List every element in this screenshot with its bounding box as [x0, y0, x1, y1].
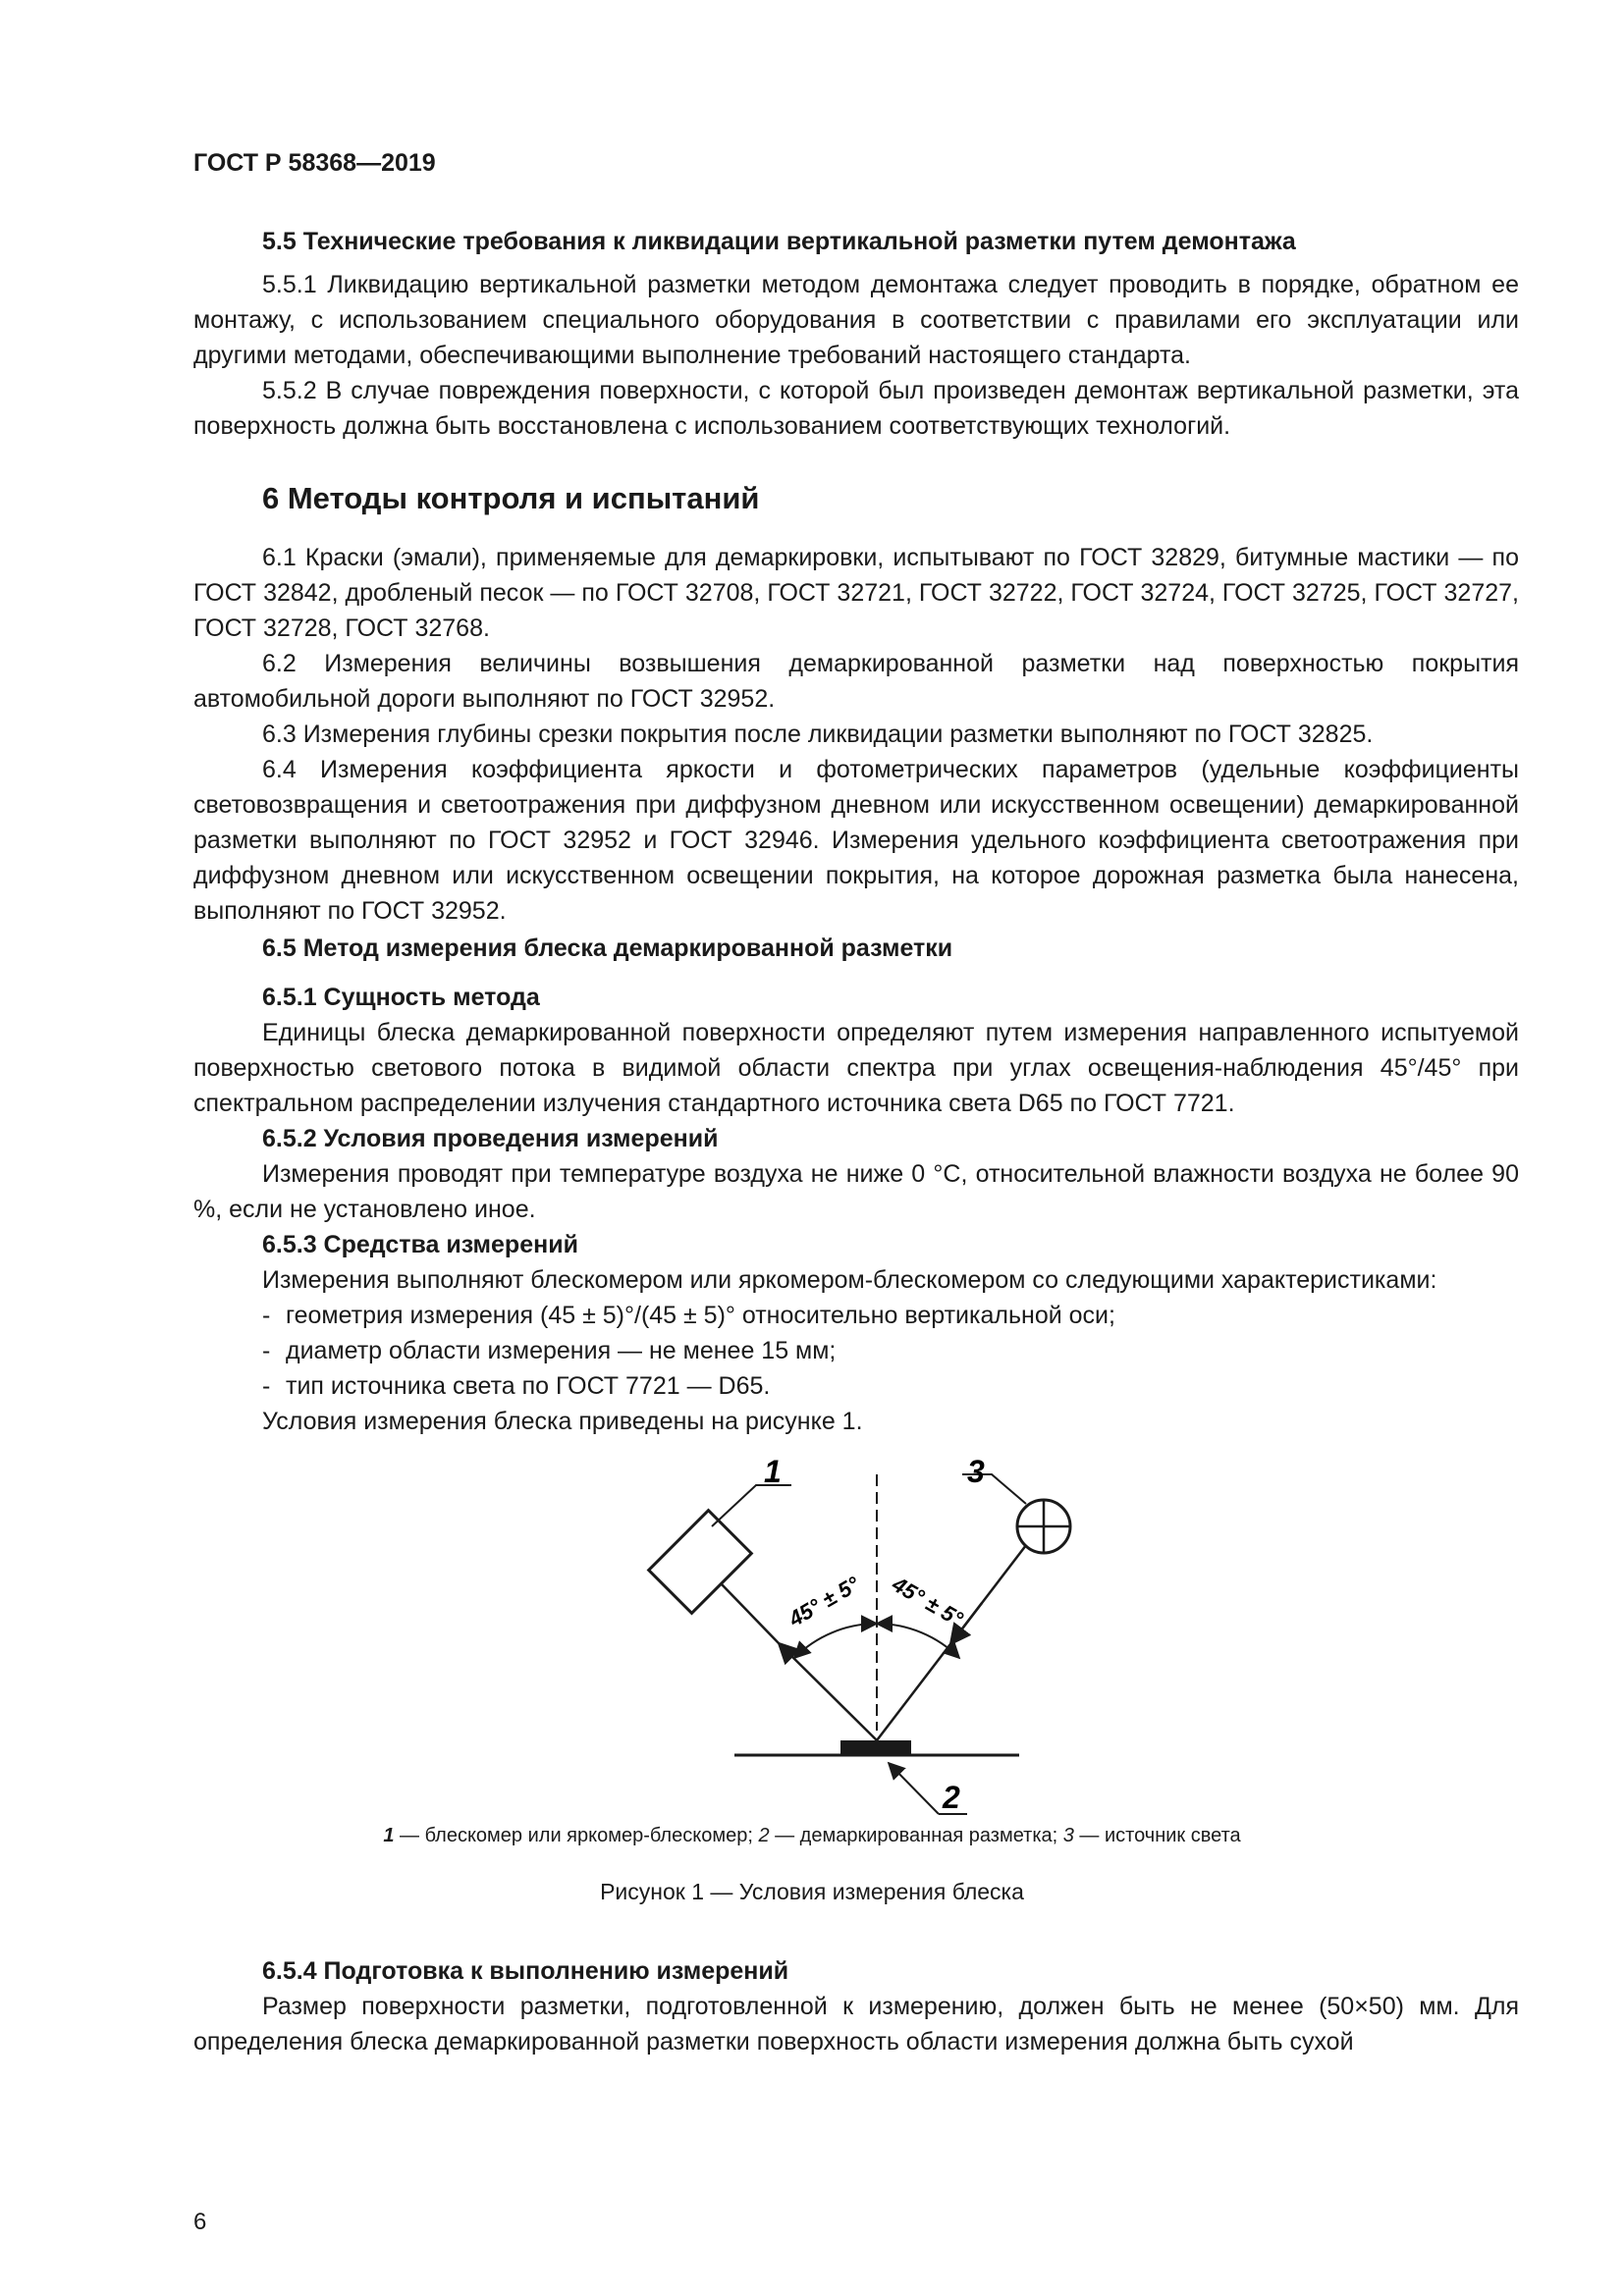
- list-item-text: диаметр области измерения — не менее 15 мм;: [286, 1337, 837, 1364]
- paragraph-5-5-1: 5.5.1 Ликвидацию вертикальной разметки методом демонтажа следует проводить в порядке, обратном ее монтажу, с использованием специального оборудования в соответствии с правилами его эксплуатации или другими методами, обеспечивающими выполнение требований настоящего стандарта.: [193, 271, 1519, 369]
- paragraph-6-5-1: Единицы блеска демаркированной поверхности определяют путем измерения направленного испытуемой поверхностью светового потока в видимой области спектра при углах освещения-наблюдения 45°/45° при спектральном распределении излучения стандартного источника света D65 по ГОСТ 7721.: [193, 1019, 1519, 1117]
- figure-label-2: 2: [943, 1780, 960, 1815]
- legend-number-1: 1: [383, 1825, 395, 1846]
- paragraph-6-5-4: Размер поверхности разметки, подготовленной к измерению, должен быть не менее (50×50) мм. Для определения блеска демаркированной разметки поверхность области измерения должна быть сухой: [193, 1993, 1519, 2056]
- paragraph-5-5-2: 5.5.2 В случае повреждения поверхности, с которой был произведен демонтаж вертикальной разметки, эта поверхность должна быть восстановлена с использованием соответствующих технологий.: [193, 377, 1519, 440]
- legend-number-2: 2: [758, 1825, 770, 1846]
- marking-specimen: [840, 1740, 911, 1755]
- paragraph-6-1: 6.1 Краски (эмали), применяемые для демаркировки, испытывают по ГОСТ 32829, битумные мастики — по ГОСТ 32842, дробленый песок — по ГОСТ 32708, ГОСТ 32721, ГОСТ 32722, ГОСТ 32724, ГОСТ 32725, ГОСТ 32727, ГОСТ 32728, ГОСТ 32768.: [193, 544, 1519, 642]
- leader-line-1: [712, 1485, 791, 1526]
- heading-6-5-1: 6.5.1 Сущность метода: [262, 984, 540, 1011]
- heading-6-5-2: 6.5.2 Условия проведения измерений: [262, 1125, 719, 1152]
- angle-label-right: 45° ± 5°: [888, 1572, 968, 1631]
- figure-gloss-measurement: [0, 1453, 1624, 1815]
- section-6-5-4: [193, 1953, 1519, 2059]
- section-6-title: 6 Методы контроля и испытаний: [262, 481, 760, 515]
- ray-left: [779, 1643, 877, 1740]
- paragraph-6-4: 6.4 Измерения коэффициента яркости и фотометрических параметров (удельные коэффициенты световозвращения и светоотражения при диффузном дневном или искусственном освещении) демаркированной разметки выполняют по ГОСТ 32952 и ГОСТ 32946. Измерения удельного коэффициента светоотражения при диффузном дневном или искусственном освещении покрытия, на которое дорожная разметка была нанесена, выполняют по ГОСТ 32952.: [193, 756, 1519, 925]
- list-item-text: тип источника света по ГОСТ 7721 — D65.: [286, 1372, 771, 1400]
- angle-label-left: 45° ± 5°: [784, 1572, 864, 1631]
- legend-number-3: 3: [1062, 1825, 1074, 1846]
- list-item: - геометрия измерения (45 ± 5)°/(45 ± 5)° относительно вертикальной оси;: [262, 1302, 1115, 1329]
- figure-diagram: [0, 1453, 1624, 1815]
- angle-arc-left: [794, 1624, 877, 1658]
- legend-text-1: — блескомер или яркомер-блескомер;: [394, 1825, 759, 1846]
- figure-label-1: 1: [764, 1454, 782, 1489]
- section-5-5-title: 5.5 Технические требования к ликвидации вертикальной разметки путем демонтажа: [262, 228, 1296, 255]
- paragraph-figure-reference: Условия измерения блеска приведены на рисунке 1.: [262, 1408, 863, 1435]
- section-6: [193, 481, 1519, 929]
- figure-label-3: 3: [967, 1454, 985, 1489]
- figure-caption: Рисунок 1 — Условия измерения блеска: [600, 1879, 1024, 1904]
- legend-text-2: — демаркированная разметка;: [769, 1825, 1063, 1846]
- heading-6-5-4: 6.5.4 Подготовка к выполнению измерений: [262, 1957, 789, 1985]
- figure-legend: [0, 1825, 1624, 1847]
- angle-arc-right: [877, 1624, 959, 1658]
- paragraph-6-3: 6.3 Измерения глубины срезки покрытия после ликвидации разметки выполняют по ГОСТ 32825.: [262, 721, 1374, 748]
- page-header-standard-id: ГОСТ Р 58368—2019: [193, 149, 436, 177]
- legend-text-3: — источник света: [1073, 1825, 1241, 1846]
- heading-6-5-3: 6.5.3 Средства измерений: [262, 1231, 578, 1258]
- gloss-meter-mount: [721, 1583, 779, 1643]
- section-6-5: [193, 931, 1519, 1439]
- list-item: - тип источника света по ГОСТ 7721 — D65.: [262, 1372, 771, 1400]
- section-6-5-title: 6.5 Метод измерения блеска демаркированной разметки: [262, 934, 953, 962]
- section-5-5: [193, 224, 1519, 444]
- paragraph-6-5-2: Измерения проводят при температуре воздуха не ниже 0 °С, относительной влажности воздуха не более 90 %, если не установлено иное.: [193, 1160, 1519, 1223]
- light-source-symbol: [1017, 1500, 1070, 1553]
- list-item: - диаметр области измерения — не менее 15 мм;: [262, 1337, 837, 1364]
- list-item-text: геометрия измерения (45 ± 5)°/(45 ± 5)° относительно вертикальной оси;: [286, 1302, 1115, 1329]
- paragraph-6-5-3: Измерения выполняют блескомером или яркомером-блескомером со следующими характеристиками:: [262, 1266, 1437, 1294]
- page-number: 6: [193, 2209, 207, 2235]
- leader-line-2: [889, 1763, 939, 1814]
- paragraph-6-2: 6.2 Измерения величины возвышения демаркированной разметки над поверхностью покрытия автомобильной дороги выполняют по ГОСТ 32952.: [193, 650, 1519, 713]
